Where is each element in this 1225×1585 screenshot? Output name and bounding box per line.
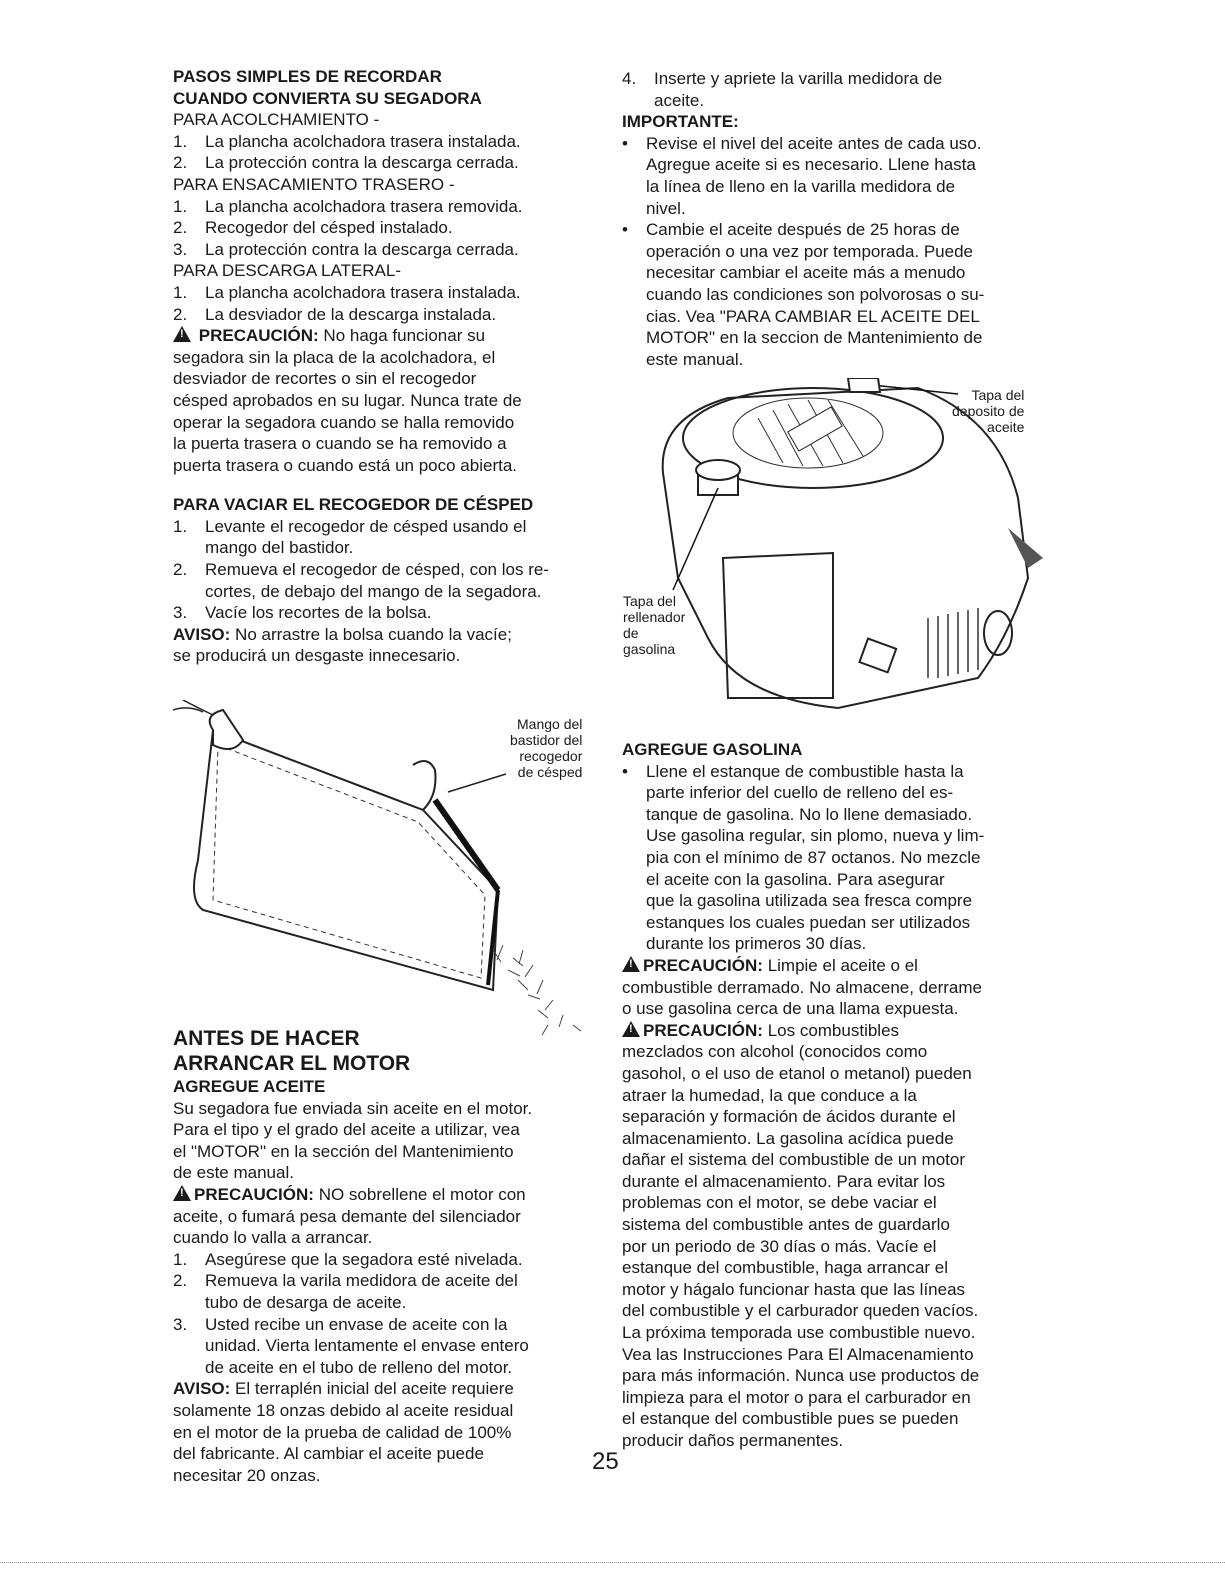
list-item-cont: tubo de desarga de aceite.: [205, 1292, 407, 1312]
text-line: se producirá un desgaste innecesario.: [173, 646, 461, 666]
list-item: 2. Recogedor del césped instalado.: [173, 218, 453, 238]
text-line: motor y hágalo funcionar hasta que las líneas: [622, 1279, 966, 1299]
text-line: combustible derramado. No almacene, derrame: [622, 977, 983, 997]
list-item: 1. La plancha acolchadora trasera removida.: [173, 196, 523, 216]
side-title: PARA DESCARGA LATERAL-: [173, 261, 401, 281]
text-line: del fabricante. Al cambiar el aceite puede: [173, 1444, 484, 1464]
text-line: aceite, o fumará pesa demante del silenciador: [173, 1206, 521, 1226]
text-line: dañar el sistema del combustible de un motor: [622, 1150, 966, 1170]
heading-important: IMPORTANTE:: [622, 112, 739, 132]
page-bottom-divider: [0, 1562, 1225, 1563]
bullet-cont: Agregue aceite si es necesario. Llene hasta: [646, 155, 976, 175]
text-line: de este manual.: [173, 1163, 294, 1183]
text-line: problemas con el motor, se debe vaciar el: [622, 1193, 937, 1213]
text-line: solamente 18 onzas debido al aceite residual: [173, 1400, 514, 1420]
fig2-label-oil: Tapa del deposito de aceite: [952, 387, 1025, 435]
text-line: La próxima temporada use combustible nuevo.: [622, 1323, 976, 1343]
left-column: [173, 66, 598, 667]
text-line: producir daños permanentes.: [622, 1431, 844, 1450]
list-item: 4. Inserte y apriete la varilla medidora de: [622, 69, 943, 88]
list-item: 2. La desviador de la descarga instalada.: [173, 304, 497, 324]
text-line: estanque del combustible, haga arrancar el: [622, 1258, 949, 1278]
bullet-cont: parte inferior del cuello de relleno del es-: [646, 783, 954, 803]
text-line: separación y formación de ácidos durante el: [622, 1107, 956, 1127]
heading-add-gas: AGREGUE GASOLINA: [622, 740, 803, 759]
bullet-cont: operación o una vez por temporada. Puede: [646, 241, 974, 261]
mulch-title: PARA ACOLCHAMIENTO -: [173, 110, 380, 130]
right-lower: [622, 739, 1052, 1452]
text-line: césped aprobados en su lugar. Nunca trate de: [173, 390, 522, 410]
text-line: Para el tipo y el grado del aceite a utilizar, vea: [173, 1120, 520, 1140]
bullet-cont: tanque de gasolina. No lo llene demasiado.: [646, 804, 973, 824]
text-line: segadora sin la placa de la acolchadora, el: [173, 347, 496, 367]
bullet-item: • Llene el estanque de combustible hasta la: [622, 761, 964, 781]
list-item-cont: unidad. Vierta lentamente el envase entero: [205, 1336, 529, 1356]
heading-before-start-2: ARRANCAR EL MOTOR: [173, 1052, 411, 1075]
text-line: sistema del combustible antes de guardarlo: [622, 1215, 950, 1235]
list-item: 3. Vacíe los recortes de la bolsa.: [173, 603, 432, 623]
list-item-cont: de aceite en el tubo de relleno del motor.: [205, 1357, 513, 1377]
bullet-cont: este manual.: [646, 349, 744, 369]
heading-simple-steps-2: CUANDO CONVIERTA SU SEGADORA: [173, 88, 482, 108]
list-item: 3. Usted recibe un envase de aceite con la: [173, 1314, 508, 1334]
bullet-cont: pia con el mínimo de 87 octanos. No mezcle: [646, 847, 981, 867]
caution-block-3: !PRECAUCIÓN: Limpie el aceite o el: [622, 955, 1052, 977]
bullet-cont: necesitar cambiar el aceite más a menudo: [646, 263, 966, 283]
bullet-cont: cuando las condiciones son polvorosas o su-: [646, 284, 985, 304]
list-item: 1. La plancha acolchadora trasera instalada.: [173, 282, 521, 302]
bullet-cont: la línea de lleno en la varilla medidora de: [646, 176, 956, 196]
text-line: Vea las Instrucciones Para El Almacenamiento: [622, 1344, 974, 1364]
bullet-cont: durante los primeros 30 días.: [646, 934, 867, 954]
warning-icon: [622, 1021, 640, 1037]
page-number: 25: [592, 1448, 619, 1475]
text-line: desviador de recortes o sin el recogedor: [173, 369, 477, 389]
fig1-label: Mango del bastidor del recogedor de césped: [510, 716, 583, 780]
text-line: almacenamiento. La gasolina acídica puede: [622, 1128, 954, 1148]
text-line: el estanque del combustible pues se pueden: [622, 1409, 959, 1429]
list-item: 2. La protección contra la descarga cerrada.: [173, 153, 519, 173]
text-line: cuando lo valla a arrancar.: [173, 1228, 373, 1248]
text-line: el "MOTOR" en la sección del Mantenimiento: [173, 1141, 514, 1161]
bullet-cont: Use gasolina regular, sin plomo, nueva y lim-: [646, 826, 985, 846]
caution-block-1: ! PRECAUCIÓN: No haga funcionar su: [173, 325, 598, 347]
bullet-cont: nivel.: [646, 198, 686, 218]
aviso-block-1: AVISO: No arrastre la bolsa cuando la vacíe;: [173, 624, 512, 644]
text-line: durante el almacenamiento. Para evitar los: [622, 1171, 946, 1191]
list-item: 2. Remueva el recogedor de césped, con los re-: [173, 560, 549, 580]
bullet-item: • Cambie el aceite después de 25 horas de: [622, 220, 960, 240]
text-line: necesitar 20 onzas.: [173, 1465, 321, 1485]
text-line: la puerta trasera o cuando se ha removido a: [173, 434, 507, 454]
fig2-label-fuel: Tapa del rellenador de gasolina: [623, 593, 686, 657]
list-item-cont: cortes, de debajo del mango de la segadora.: [205, 581, 542, 601]
bullet-item: • Revise el nivel del aceite antes de cada uso.: [622, 133, 982, 153]
text-line: en el motor de la prueba de calidad de 100%: [173, 1422, 512, 1442]
text-line: o use gasolina cerca de una llama expuesta.: [622, 999, 959, 1019]
list-item: 2. Remueva la varila medidora de aceite del: [173, 1271, 518, 1291]
text-line: Su segadora fue enviada sin aceite en el motor.: [173, 1098, 533, 1118]
text-line: puerta trasera o cuando está un poco abierta.: [173, 455, 518, 475]
bullet-cont: el aceite con la gasolina. Para asegurar: [646, 869, 945, 889]
list-item: 1. Levante el recogedor de césped usando el: [173, 516, 527, 536]
bag-title: PARA ENSACAMIENTO TRASERO -: [173, 174, 455, 194]
list-item-cont: mango del bastidor.: [205, 538, 354, 558]
bullet-cont: que la gasolina utilizada sea fresca compre: [646, 891, 973, 911]
list-item: 3. La protección contra la descarga cerrada.: [173, 239, 519, 259]
list-item-cont: aceite.: [654, 90, 705, 110]
engine-figure: [618, 378, 1058, 713]
text-line: gasohol, o el uso de etanol o metanol) pueden: [622, 1063, 972, 1083]
text-line: limpieza para el motor o para el carburador en: [622, 1387, 971, 1407]
text-line: operar la segadora cuando se halla removido: [173, 412, 515, 432]
warning-icon: [173, 1185, 191, 1201]
caution-block-2: !PRECAUCIÓN: NO sobrellene el motor con: [173, 1184, 598, 1206]
heading-empty-bag: PARA VACIAR EL RECOGEDOR DE CÉSPED: [173, 495, 534, 515]
heading-add-oil: AGREGUE ACEITE: [173, 1077, 326, 1096]
text-line: para más información. Nunca use productos de: [622, 1366, 980, 1386]
left-lower: [173, 1026, 598, 1486]
text-line: por un periodo de 30 días o más. Vacíe el: [622, 1236, 937, 1256]
list-item: 1. Asegúrese que la segadora esté nivelada.: [173, 1249, 523, 1269]
bullet-cont: MOTOR" en la seccion de Mantenimiento de: [646, 328, 983, 348]
heading-simple-steps: PASOS SIMPLES DE RECORDAR: [173, 67, 442, 86]
text-line: atraer la humedad, la que conduce a la: [622, 1085, 917, 1105]
heading-before-start: ANTES DE HACER: [173, 1027, 360, 1050]
grass-bag-figure: [173, 700, 603, 1040]
text-line: del combustible y el carburador queden vacíos.: [622, 1301, 979, 1321]
aviso-block-2: AVISO: El terraplén inicial del aceite requiere: [173, 1379, 514, 1399]
caution-block-4: !PRECAUCIÓN: Los combustibles: [622, 1020, 1052, 1042]
bullet-cont: estanques los cuales puedan ser utilizados: [646, 912, 971, 932]
text-line: mezclados con alcohol (conocidos como: [622, 1042, 928, 1062]
warning-icon: [622, 956, 640, 972]
list-item: 1. La plancha acolchadora trasera instalada.: [173, 131, 521, 151]
right-column: [622, 68, 1052, 370]
bullet-cont: cias. Vea "PARA CAMBIAR EL ACEITE DEL: [646, 306, 980, 326]
warning-icon: [173, 326, 191, 342]
